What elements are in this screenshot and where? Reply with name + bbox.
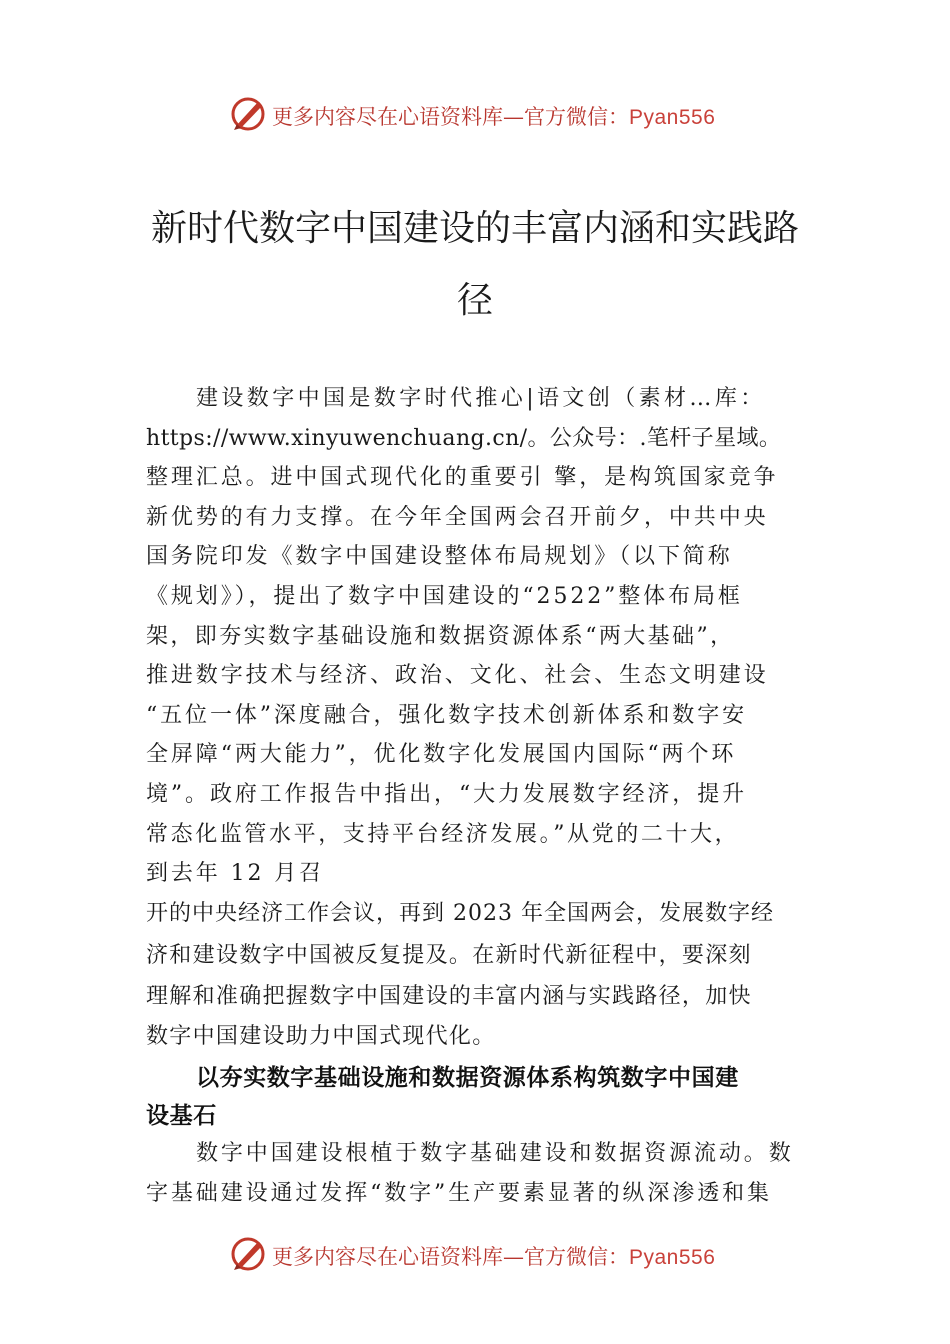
para1-line: 推进数字技术与经济、政治、文化、社会、生态文明建设 bbox=[146, 663, 769, 688]
banner-wechat-id: Pyan556 bbox=[629, 1246, 716, 1269]
section-heading-line-2: 设基石 bbox=[146, 1103, 217, 1129]
document-title-line-1: 新时代数字中国建设的丰富内涵和实践路 bbox=[150, 208, 799, 249]
para1-line: 国务院印发《数字中国建设整体布局规划》（以下简称 bbox=[146, 544, 733, 569]
para1-line: 开的中央经济工作会议，再到 2023 年全国两会，发展数字经 bbox=[146, 901, 774, 926]
para1-line: 理解和准确把握数字中国建设的丰富内涵与实践路径，加快 bbox=[146, 984, 752, 1009]
para1-line: 常态化监管水平，支持平台经济发展。”从党的二十大， bbox=[146, 822, 740, 847]
para1-line: “五位一体”深度融合，强化数字技术创新体系和数字安 bbox=[146, 703, 747, 728]
banner-wechat-id: Pyan556 bbox=[629, 106, 716, 129]
para1-line: 全屏障“两大能力”，优化数字化发展国内国际“两个环 bbox=[146, 742, 737, 767]
para1-line: 《规划》），提出了数字中国建设的“2522”整体布局框 bbox=[146, 584, 743, 609]
para1-line: 架，即夯实数字基础设施和数据资源体系“两大基础”， bbox=[146, 624, 735, 649]
para2-line: 字基础建设通过发挥“数字”生产要素显著的纵深渗透和集 bbox=[146, 1181, 772, 1206]
para1-line: 境”。政府工作报告中指出，“大力发展数字经济，提升 bbox=[146, 782, 747, 807]
para2-line: 数字中国建设根植于数字基础建设和数据资源流动。数 bbox=[196, 1141, 794, 1166]
para1-line: 到去年 12 月召 bbox=[146, 861, 325, 886]
para1-line: 整理汇总。进中国式现代化的重要引 擎，是构筑国家竞争 bbox=[146, 465, 779, 490]
para1-line: 济和建设数字中国被反复提及。在新时代新征程中，要深刻 bbox=[146, 943, 752, 968]
para1-line: 建设数字中国是数字时代推心|语文创（素材…库： bbox=[196, 386, 766, 411]
para1-line: 数字中国建设助力中国式现代化。 bbox=[146, 1024, 496, 1049]
banner-text: 更多内容尽在心语资料库—官方微信：Pyan556 bbox=[272, 105, 716, 129]
footer-banner bbox=[0, 1232, 950, 1276]
header-banner bbox=[0, 92, 950, 136]
para1-line: https://www.xinyuwenchuang.cn/。公众号：.笔杆子星域。 bbox=[146, 426, 782, 451]
para1-line: 新优势的有力支撑。在今年全国两会召开前夕，中共中央 bbox=[146, 505, 769, 530]
section-heading-line-1: 以夯实数字基础设施和数据资源体系构筑数字中国建 bbox=[196, 1065, 739, 1091]
banner-text: 更多内容尽在心语资料库—官方微信：Pyan556 bbox=[272, 1245, 716, 1269]
document-title-line-2: 径 bbox=[456, 280, 493, 321]
pen-circle-logo-icon bbox=[228, 94, 268, 134]
pen-circle-logo-icon bbox=[228, 1234, 268, 1274]
